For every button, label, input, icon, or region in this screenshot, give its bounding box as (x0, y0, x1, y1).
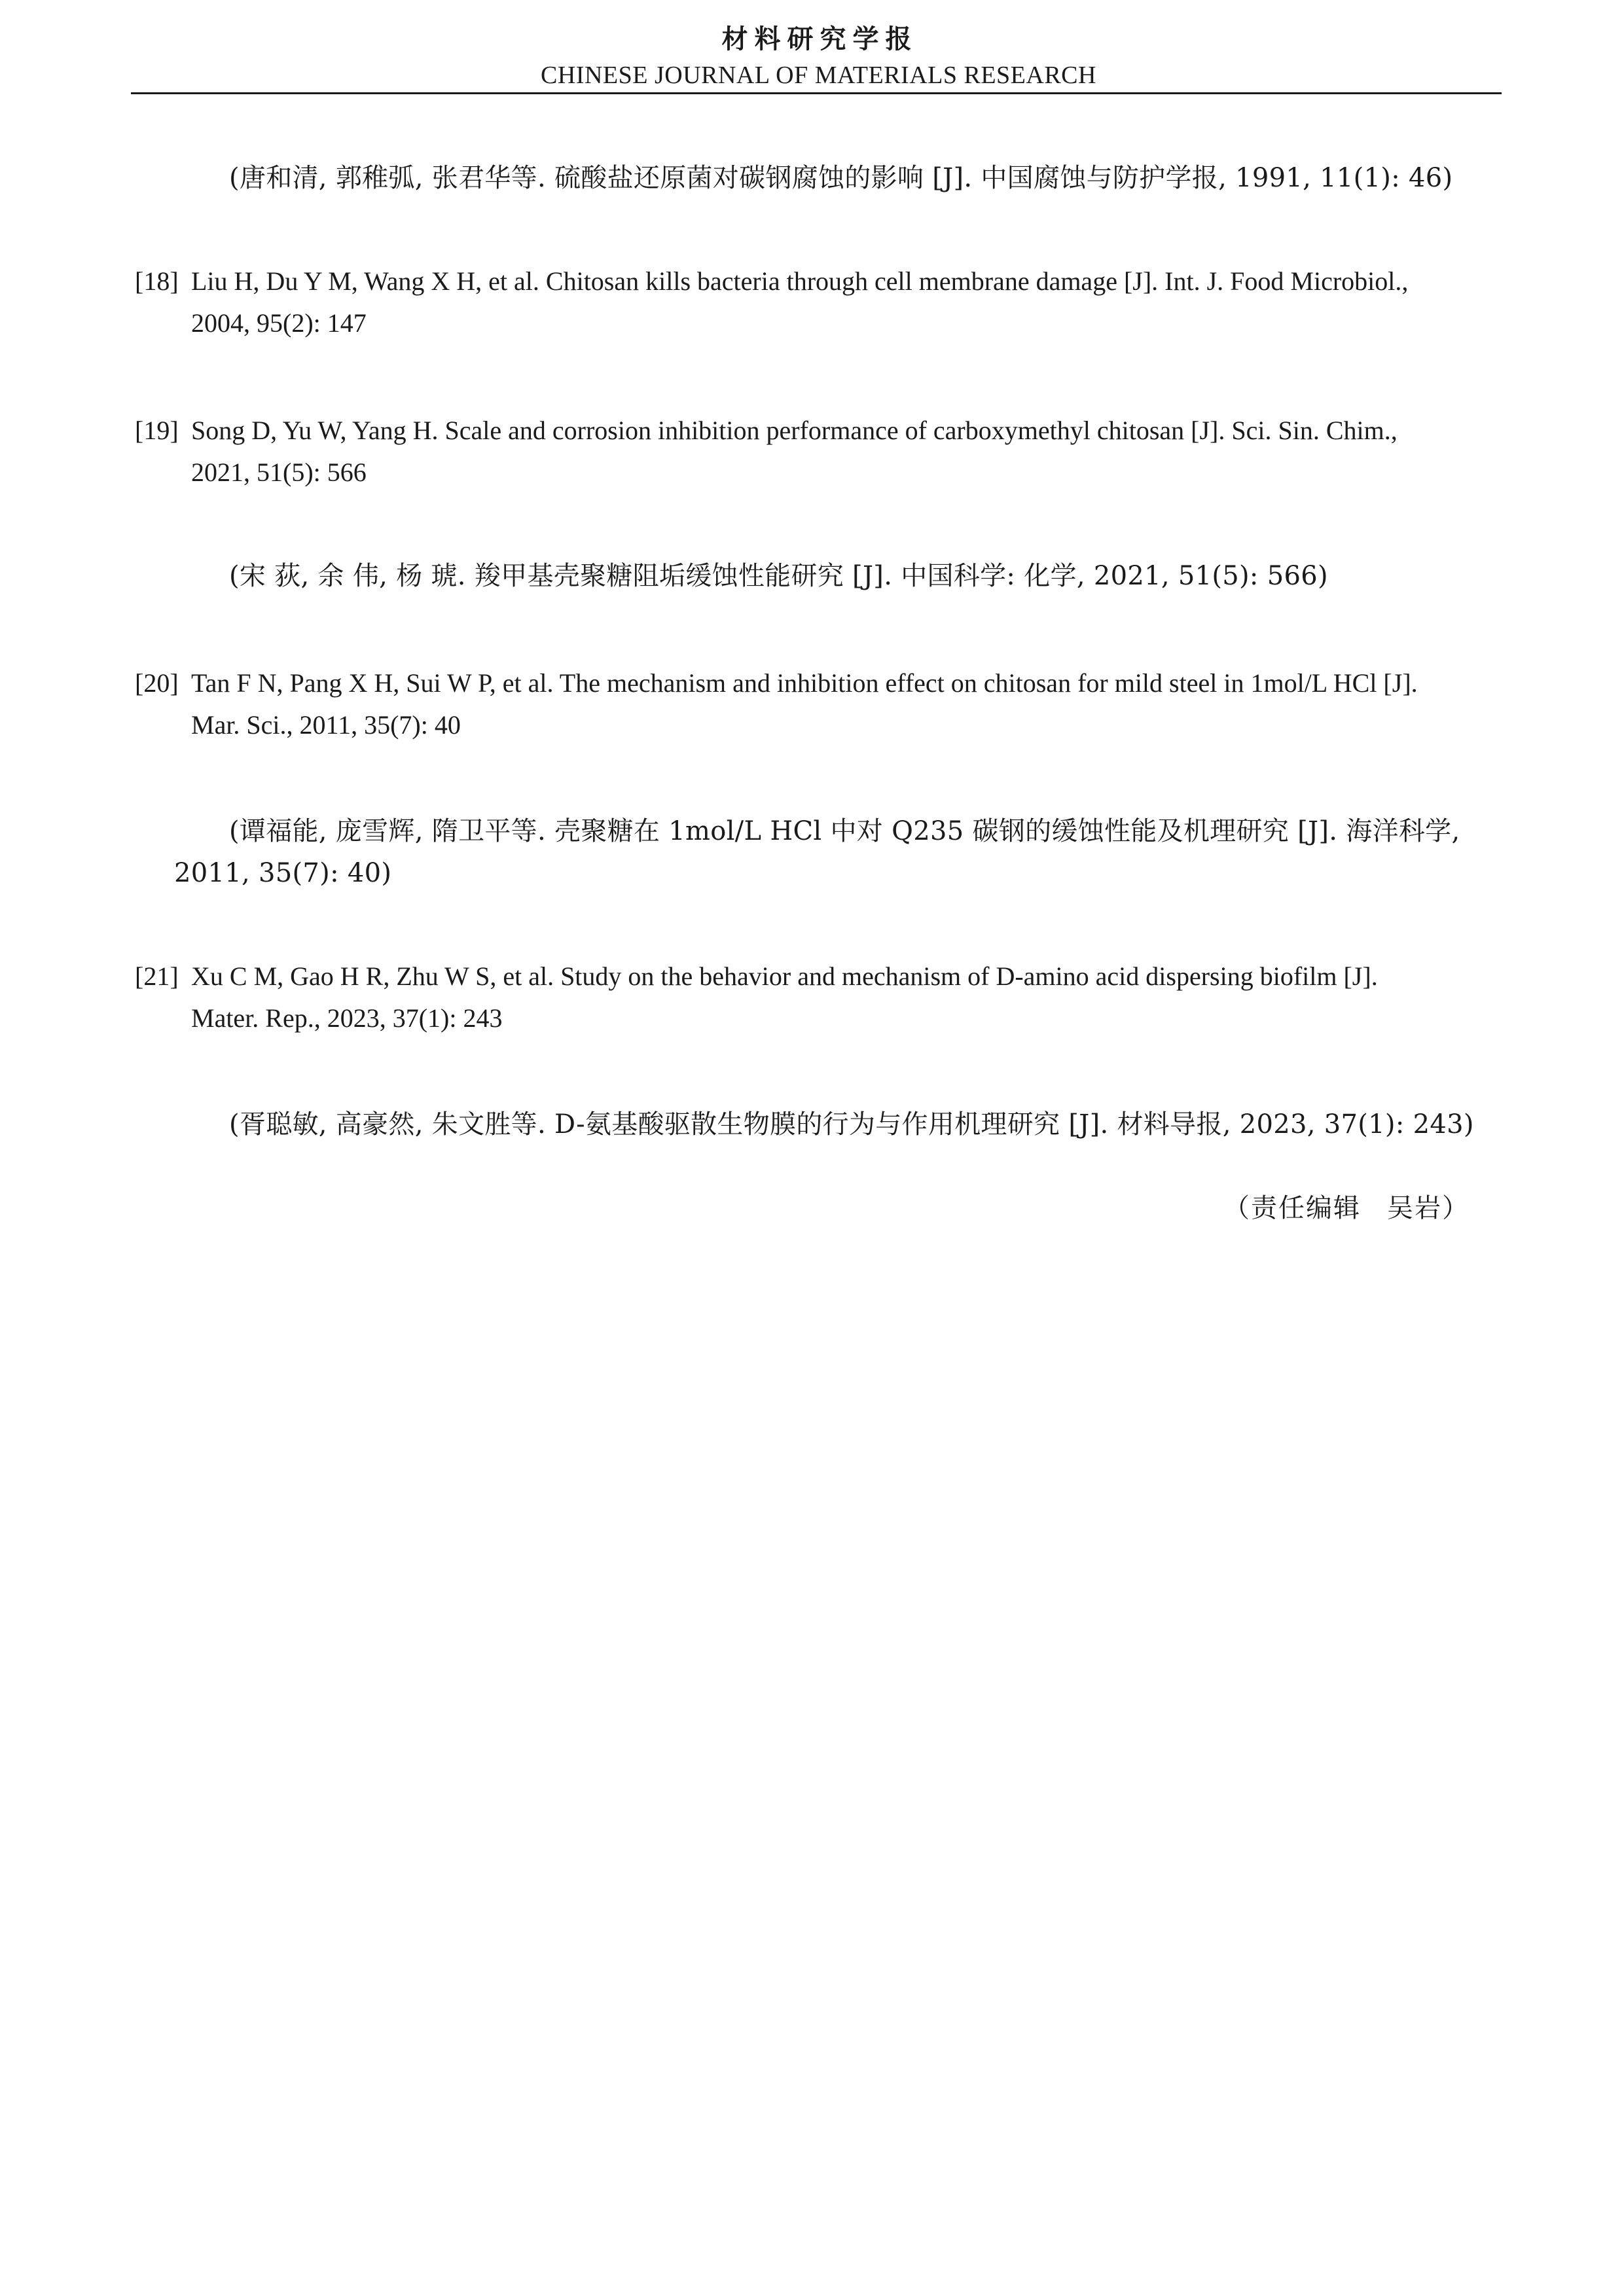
editor-label: （责任编辑 (1223, 1193, 1361, 1223)
reference-line: 2004, 95(2): 147 (191, 308, 367, 338)
reference-line: Song D, Yu W, Yang H. Scale and corrosion inhibition performance of carboxymethyl chitosan [J]. Sci. Sin. Chim., (191, 416, 1398, 445)
reference-number: [19] (135, 416, 179, 445)
reference-line: Liu H, Du Y M, Wang X H, et al. Chitosan kills bacteria through cell membrane damage [J]. Int. J. Food Microbiol., (191, 266, 1409, 296)
reference-20 (135, 662, 1477, 746)
reference-line: Xu C M, Gao H R, Zhu W S, et al. Study on the behavior and mechanism of D-amino acid dispersing biofilm [J]. (191, 961, 1378, 991)
reference-21-cn: (胥聪敏, 高豪然, 朱文胜等. D-氨基酸驱散生物膜的行为与作用机理研究 [J]. 材料导报, 2023, 37(1): 243) (229, 1109, 1474, 1139)
reference-19-cn: (宋 荻, 余 伟, 杨 琥. 羧甲基壳聚糖阻垢缓蚀性能研究 [J]. 中国科学: 化学, 2021, 51(5): 566) (229, 561, 1328, 591)
reference-number: [18] (135, 266, 179, 296)
reference-number: [20] (135, 668, 179, 698)
reference-17-cn: (唐和清, 郭稚弧, 张君华等. 硫酸盐还原菌对碳钢腐蚀的影响 [J]. 中国腐蚀与防护学报, 1991, 11(1): 46) (229, 163, 1453, 193)
reference-21 (135, 956, 1477, 1039)
responsible-editor (1223, 1187, 1470, 1229)
reference-line: 2021, 51(5): 566 (191, 457, 367, 487)
journal-title-cn: 材料研究学报 (721, 24, 918, 54)
journal-title-en: CHINESE JOURNAL OF MATERIALS RESEARCH (541, 62, 1096, 89)
editor-name: 吴岩） (1387, 1193, 1470, 1223)
reference-line: Tan F N, Pang X H, Sui W P, et al. The mechanism and inhibition effect on chitosan for mild steel in 1mol/L HCl [J]. (191, 668, 1418, 698)
reference-20-cn-line1: (谭福能, 庞雪辉, 隋卫平等. 壳聚糖在 1mol/L HCl 中对 Q235 碳钢的缓蚀性能及机理研究 [J]. 海洋科学, (229, 816, 1460, 846)
reference-line: Mar. Sci., 2011, 35(7): 40 (191, 710, 461, 740)
reference-20-cn-line2: 2011, 35(7): 40) (174, 858, 392, 888)
reference-number: [21] (135, 961, 179, 991)
header-divider (131, 92, 1502, 94)
reference-19 (135, 410, 1477, 493)
reference-18 (135, 260, 1477, 344)
reference-line: Mater. Rep., 2023, 37(1): 243 (191, 1003, 503, 1033)
